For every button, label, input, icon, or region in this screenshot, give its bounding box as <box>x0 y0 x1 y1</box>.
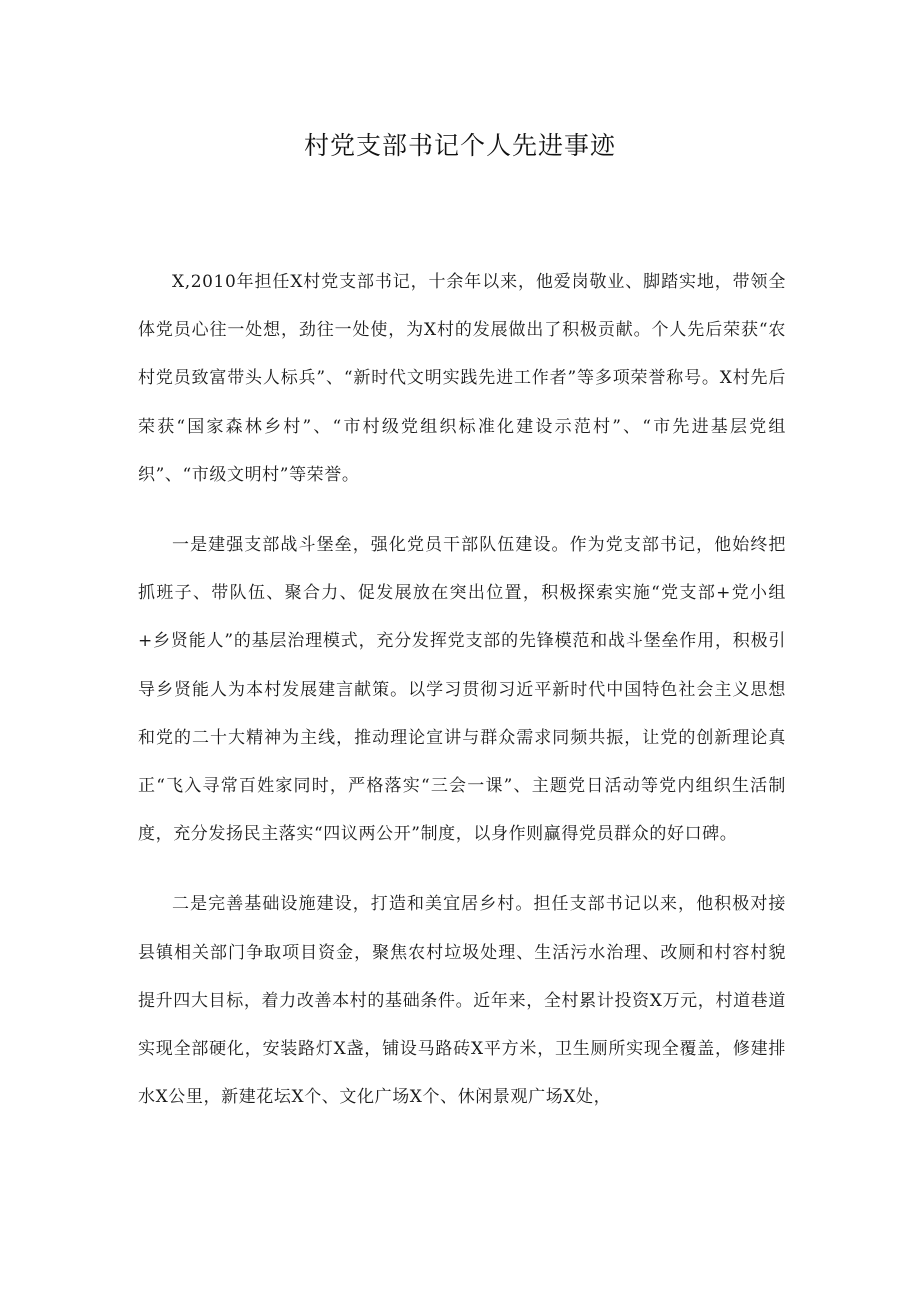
paragraph-intro: X,2010年担任X村党支部书记，十余年以来，他爱岗敬业、脚踏实地，带领全体党员心往一处想，劲往一处使，为X村的发展做出了积极贡献。个人先后荣获“农村党员致富带头人标兵”、“新时代文明实践先进工作者”等多项荣誉称号。X村先后荣获“国家森林乡村”、“市村级党组织标准化建设示范村”、“市先进基层党组织”、“市级文明村”等荣誉。 <box>138 272 786 485</box>
paragraph-party-building: 一是建强支部战斗堡垒，强化党员干部队伍建设。作为党支部书记，他始终把抓班子、带队伍、聚合力、促发展放在突出位置，积极探索实施“党支部+党小组+乡贤能人”的基层治理模式，充分发挥党支部的先锋模范和战斗堡垒作用，积极引导乡贤能人为本村发展建言献策。以学习贯彻习近平新时代中国特色社会主义思想和党的二十大精神为主线，推动理论宣讲与群众需求同频共振，让党的创新理论真正“飞入寻常百姓家同时，严格落实“三会一课”、主题党日活动等党内组织生活制度，充分发扬民主落实“四议两公开”制度，以身作则赢得党员群众的好口碑。 <box>138 535 786 845</box>
document-body <box>138 258 786 1143</box>
document-title: 村党支部书记个人先进事迹 <box>303 131 616 160</box>
paragraph-infrastructure: 二是完善基础设施建设，打造和美宜居乡村。担任支部书记以来，他积极对接县镇相关部门争取项目资金，聚焦农村垃圾处理、生活污水治理、改厕和村容村貌提升四大目标，着力改善本村的基础条件。近年来，全村累计投资X万元，村道巷道实现全部硬化，安装路灯X盏，铺设马路砖X平方米，卫生厕所实现全覆盖，修建排水X公里，新建花坛X个、文化广场X个、休闲景观广场X处， <box>138 894 786 1108</box>
